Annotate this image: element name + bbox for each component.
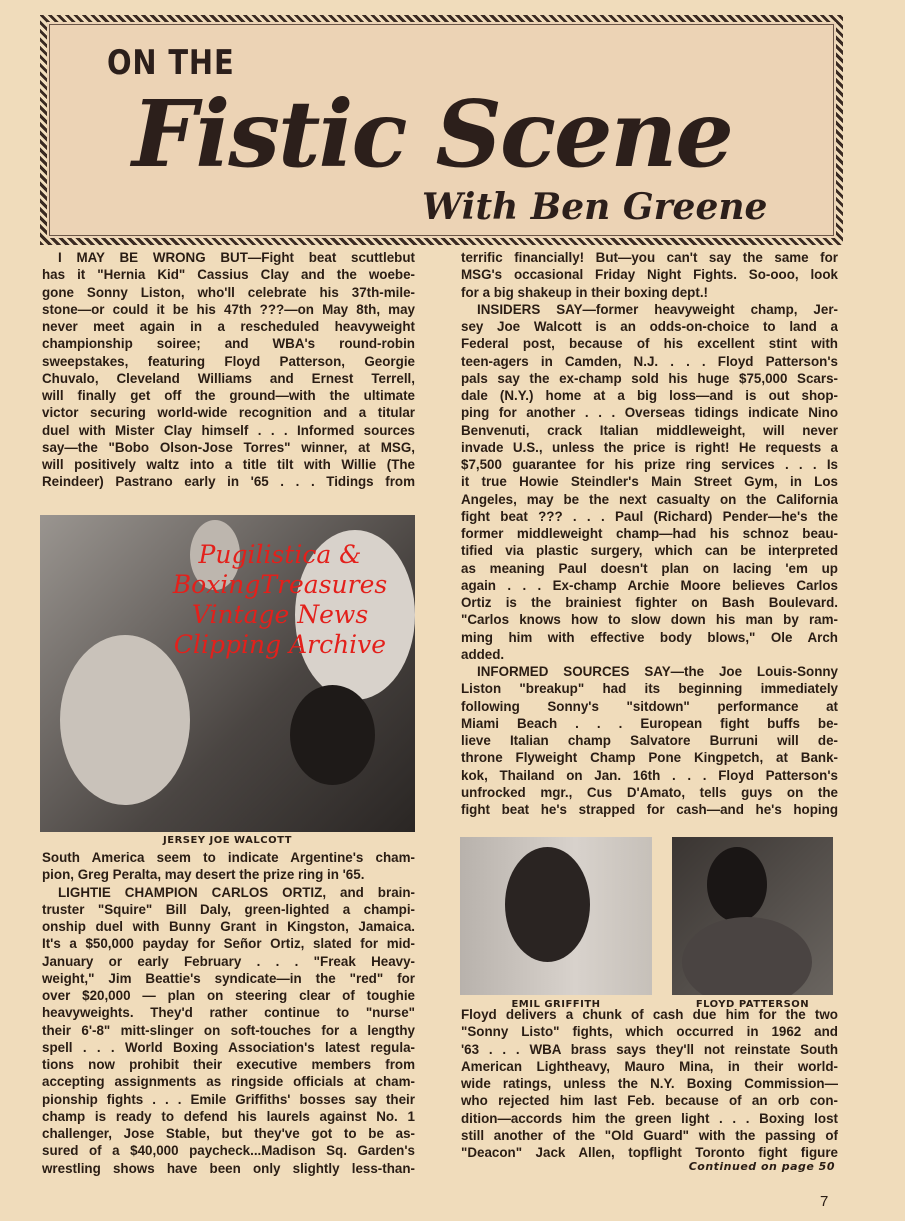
text-line: Floyd delivers a chunk of cash due him for the two bbox=[461, 1007, 838, 1022]
text-line: Federal post, because of his excellent stint with bbox=[461, 336, 838, 352]
text-line: Angeles, may be the next casualty on the California bbox=[461, 491, 838, 507]
text-line: pion, Greg Peralta, may desert the prize ring in '65. bbox=[42, 867, 365, 883]
text-line: I MAY BE WRONG BUT—Fight beat scuttlebut bbox=[58, 250, 415, 265]
right-column-bottom bbox=[461, 1006, 838, 1161]
text-line: "Sonny Listo" fights, which occurred in 1962 and bbox=[461, 1024, 838, 1040]
text-line: stone—or could it be his 47th ???—on May 8th, may bbox=[42, 301, 415, 317]
text-line: still another of the "Old Guard" with the passing of bbox=[461, 1127, 838, 1143]
text-line: will positively waltz into a title tilt with Willie (The bbox=[42, 457, 415, 472]
text-line: lieve Italian champ Salvatore Burruni will de- bbox=[461, 733, 838, 748]
text-line: American Lightheavy, Mauro Mina, in their world- bbox=[461, 1058, 838, 1074]
photo-emil-griffith bbox=[460, 837, 652, 995]
page-number: 7 bbox=[820, 1193, 829, 1210]
text-line: dale (N.Y.) home at a big loss—and is out shop- bbox=[461, 388, 838, 403]
text-line: fight beat he's strapped for cash—and he's hoping bbox=[461, 802, 838, 817]
text-line: spell . . . World Boxing Association's latest regula- bbox=[42, 1039, 415, 1055]
text-line: heavyweights. They'd rather continue to "nurse" bbox=[42, 1005, 415, 1021]
text-line: It's a $50,000 payday for Señor Ortiz, slated for mid- bbox=[42, 936, 415, 952]
text-line: dition—accords him the green light . . . Boxing lost bbox=[461, 1110, 838, 1126]
text-line: '63 . . . WBA brass says they'll not reinstate South bbox=[461, 1041, 838, 1057]
text-line: who rejected him last Feb. because of an orb con- bbox=[461, 1093, 838, 1109]
text-line: $7,500 guarantee for his prize ring services . . . Is bbox=[461, 457, 838, 472]
text-line: champ is ready to defend his laurels against No. 1 bbox=[42, 1108, 415, 1124]
text-line: teen-agers in Camden, N.J. . . . Floyd Patterson's bbox=[461, 353, 838, 369]
watermark-line: Clipping Archive bbox=[173, 630, 387, 659]
text-line: MSG's occasional Friday Night Fights. So-ooo, look bbox=[461, 267, 838, 283]
text-line: "Carlos knows how to slow down his man by ram- bbox=[461, 612, 838, 628]
text-line: Miami Beach . . . European fight buffs be- bbox=[461, 715, 838, 731]
text-line: pals say the ex-champ sold his huge $75,000 Scars- bbox=[461, 370, 838, 386]
caption-walcott: JERSEY JOE WALCOTT bbox=[163, 835, 292, 846]
text-line: LIGHTIE CHAMPION CARLOS ORTIZ, and brain- bbox=[58, 884, 415, 900]
text-line: Chuvalo, Cleveland Williams and Ernest Terrell, bbox=[42, 370, 415, 386]
text-line: throne Flyweight Champ Pone Kingpetch, at Bank- bbox=[461, 750, 838, 766]
text-line: for a big shakeup in their boxing dept.! bbox=[461, 284, 708, 300]
left-column-top bbox=[42, 249, 415, 491]
text-line: Ortiz is the brainiest fighter on Bash Boulevard. bbox=[461, 595, 838, 610]
text-line: challenger, Jose Stable, but they've got to be as- bbox=[42, 1126, 415, 1141]
text-line: wrestling shows have been only slightly less-than- bbox=[42, 1160, 415, 1176]
text-line: January or early February . . . "Freak Heavy- bbox=[42, 953, 415, 969]
text-line: accepting assignments as ringside officials at cham- bbox=[42, 1074, 415, 1090]
text-line: Reindeer) Pastrano early in '65 . . . Tidings from bbox=[42, 474, 415, 490]
watermark-line: Pugilistica & bbox=[198, 540, 362, 569]
text-line: never meet again in a rescheduled heavyweight bbox=[42, 319, 415, 334]
right-column-top bbox=[461, 249, 838, 818]
text-line: Liston "breakup" had its beginning immediately bbox=[461, 681, 838, 697]
text-line: onship duel with Bunny Grant in Kingston, Jamaica. bbox=[42, 919, 415, 934]
text-line: victor securing world-wide recognition and a titular bbox=[42, 405, 415, 421]
caption-patterson: FLOYD PATTERSON bbox=[695, 999, 810, 1010]
text-line: invade U.S., unless the price is right! He requests a bbox=[461, 439, 838, 455]
text-line: kok, Thailand on Jan. 16th . . . Floyd Patterson's bbox=[461, 767, 838, 783]
continued-note: Continued on page 50 bbox=[688, 1160, 835, 1173]
text-line: INSIDERS SAY—former heavyweight champ, Jer- bbox=[477, 301, 838, 317]
text-line: sey Joe Walcott is an odds-on-choice to land a bbox=[461, 319, 838, 334]
header-kicker: ON THE bbox=[107, 43, 235, 83]
text-line: truster "Squire" Bill Daly, green-lighted a champi- bbox=[42, 901, 415, 917]
text-line: again . . . Ex-champ Archie Moore believes Carlos bbox=[461, 577, 838, 593]
text-line: will finally get off the ground—with the ultimate bbox=[42, 388, 415, 403]
text-line: "Deacon" Jack Allen, topflight Toronto fight figure bbox=[461, 1145, 838, 1160]
text-line: unfrocked mgr., Cus D'Amato, tells guys on the bbox=[461, 784, 838, 800]
caption-griffith: EMIL GRIFFITH bbox=[511, 999, 601, 1010]
text-line: tions now prohibit their executive members from bbox=[42, 1057, 415, 1072]
text-line: duel with Mister Clay himself . . . Informed sources bbox=[42, 422, 415, 438]
text-line: gone Sonny Liston, who'll celebrate his 37th-mile- bbox=[42, 284, 415, 300]
article-header bbox=[40, 15, 843, 245]
text-line: over $20,000 — plan on steering clear of toughie bbox=[42, 988, 415, 1003]
text-line: ming him with effective body blows," Ole Arch bbox=[461, 629, 838, 645]
text-line: pionship fights . . . Emile Griffiths' bosses say their bbox=[42, 1091, 415, 1107]
text-line: fight beat ??? . . . Paul (Richard) Pender—he's the bbox=[461, 508, 838, 524]
text-line: championship soiree; and WBA's round-robin bbox=[42, 336, 415, 352]
article-title: Fistic Scene bbox=[132, 80, 732, 188]
watermark-line: BoxingTreasures bbox=[172, 570, 388, 599]
text-line: has it "Hernia Kid" Cassius Clay and the woebe- bbox=[42, 267, 415, 283]
text-line: following Sonny's "sitdown" performance at bbox=[461, 698, 838, 714]
left-column-bottom bbox=[42, 849, 415, 1177]
byline: With Ben Greene bbox=[422, 186, 768, 228]
photo-floyd-patterson bbox=[672, 837, 833, 995]
text-line: as meaning Paul doesn't plan on lacing 'em up bbox=[461, 560, 838, 576]
text-line: terrific financially! But—you can't say the same for bbox=[461, 250, 838, 265]
text-line: sweepstakes, featuring Floyd Patterson, Georgie bbox=[42, 353, 415, 369]
text-line: weight," Jim Beattie's syndicate—in the "red" for bbox=[42, 970, 415, 986]
text-line: former middleweight champ—had his schnoz beau- bbox=[461, 526, 838, 541]
text-line: say—the "Bobo Olson-Jose Torres" winner, at MSG, bbox=[42, 439, 415, 455]
text-line: sured of a $40,000 paycheck...Madison Sq. Garden's bbox=[42, 1143, 415, 1159]
watermark bbox=[150, 540, 410, 660]
text-line: added. bbox=[461, 646, 505, 662]
watermark-line: Vintage News bbox=[191, 600, 369, 629]
text-line: Benvenuti, crack Italian middleweight, will never bbox=[461, 422, 838, 438]
text-line: tified via plastic surgery, which can be interpreted bbox=[461, 543, 838, 559]
text-line: it true Howie Steindler's Main Street Gym, in Los bbox=[461, 474, 838, 490]
text-line: INFORMED SOURCES SAY—the Joe Louis-Sonny bbox=[477, 664, 838, 679]
text-line: their 6'-8" mitt-slinger on soft-touches for a lengthy bbox=[42, 1022, 415, 1038]
text-line: wide ratings, unless the N.Y. Boxing Commission— bbox=[461, 1076, 838, 1091]
text-line: South America seem to indicate Argentine's cham- bbox=[42, 850, 415, 865]
text-line: ping for another . . . Overseas tidings indicate Nino bbox=[461, 405, 838, 421]
